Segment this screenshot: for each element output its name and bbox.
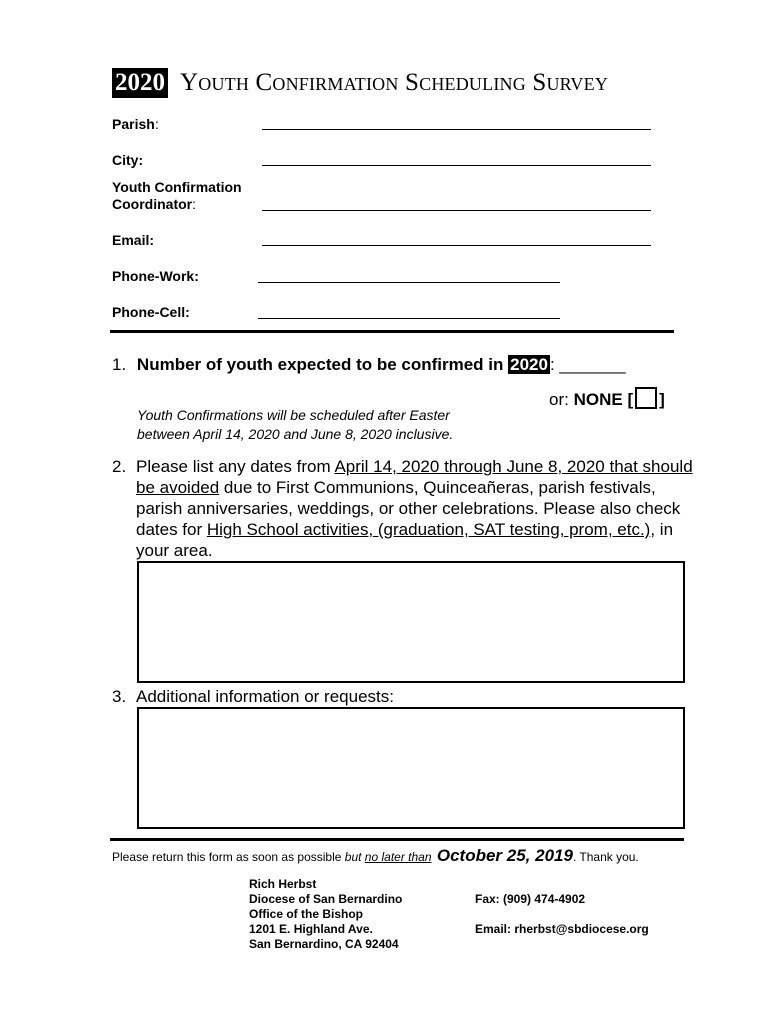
question-3-text: Additional information or requests:	[136, 687, 394, 706]
contact-name: Rich Herbst	[249, 877, 317, 891]
question-1-text: Number of youth expected to be confirmed in	[136, 355, 504, 374]
deadline-date: October 25, 2019	[436, 846, 573, 865]
phone-work-field[interactable]	[258, 282, 560, 283]
none-option: or: NONE [ ]	[549, 387, 665, 410]
email-label: Email:	[112, 232, 155, 248]
question-1-blank[interactable]: : _______	[549, 355, 626, 374]
contact-office: Office of the Bishop	[249, 907, 363, 921]
schedule-note-line2: between April 14, 2020 and June 8, 2020 inclusive.	[137, 426, 454, 442]
city-label: City:	[112, 152, 144, 168]
phone-cell-label: Phone-Cell:	[112, 304, 190, 320]
contact-city: San Bernardino, CA 92404	[249, 937, 399, 951]
contact-fax: Fax: (909) 474-4902	[475, 892, 586, 906]
title-year: 2020	[112, 68, 168, 98]
phone-work-label: Phone-Work:	[112, 268, 199, 284]
none-checkbox[interactable]	[635, 387, 657, 409]
question-1-number: 1.	[112, 355, 127, 374]
question-2-text: Please list any dates from April 14, 2020 through June 8, 2020 that should be avoided due to First Communions, Quinceañeras, parish festivals, parish anniversaries, weddings, or other celebrations. Please also check dates for High School activities, (graduation, SAT testing, prom, etc.), in your area.	[136, 457, 693, 560]
schedule-note-line1: Youth Confirmations will be scheduled after Easter	[137, 407, 450, 423]
title-text: Youth Confirmation Scheduling Survey	[180, 69, 609, 96]
coordinator-label-line1: Youth Confirmation	[112, 179, 242, 195]
section-divider	[110, 330, 674, 333]
contact-org: Diocese of San Bernardino	[249, 892, 403, 906]
question-1-year: 2020	[510, 355, 548, 374]
phone-cell-field[interactable]	[258, 318, 560, 319]
contact-street: 1201 E. Highland Ave.	[249, 922, 373, 936]
parish-label: Parish:	[112, 116, 159, 132]
question-1	[112, 354, 626, 375]
additional-info-textbox[interactable]	[137, 707, 685, 829]
question-2-number: 2.	[112, 457, 127, 476]
form-title	[112, 66, 608, 100]
coordinator-label-line2: Coordinator:	[112, 196, 196, 212]
city-field[interactable]	[262, 165, 651, 166]
coordinator-field[interactable]	[262, 210, 651, 211]
avoid-dates-textbox[interactable]	[137, 561, 685, 683]
parish-field[interactable]	[262, 129, 651, 130]
contact-email: Email: rherbst@sbdiocese.org	[475, 922, 649, 936]
return-instructions: Please return this form as soon as possible but no later than October 25, 2019. Thank you.	[112, 846, 639, 865]
question-3-number: 3.	[112, 687, 127, 706]
contact-address	[249, 877, 402, 952]
email-field[interactable]	[262, 245, 651, 246]
footer-divider	[110, 838, 684, 841]
